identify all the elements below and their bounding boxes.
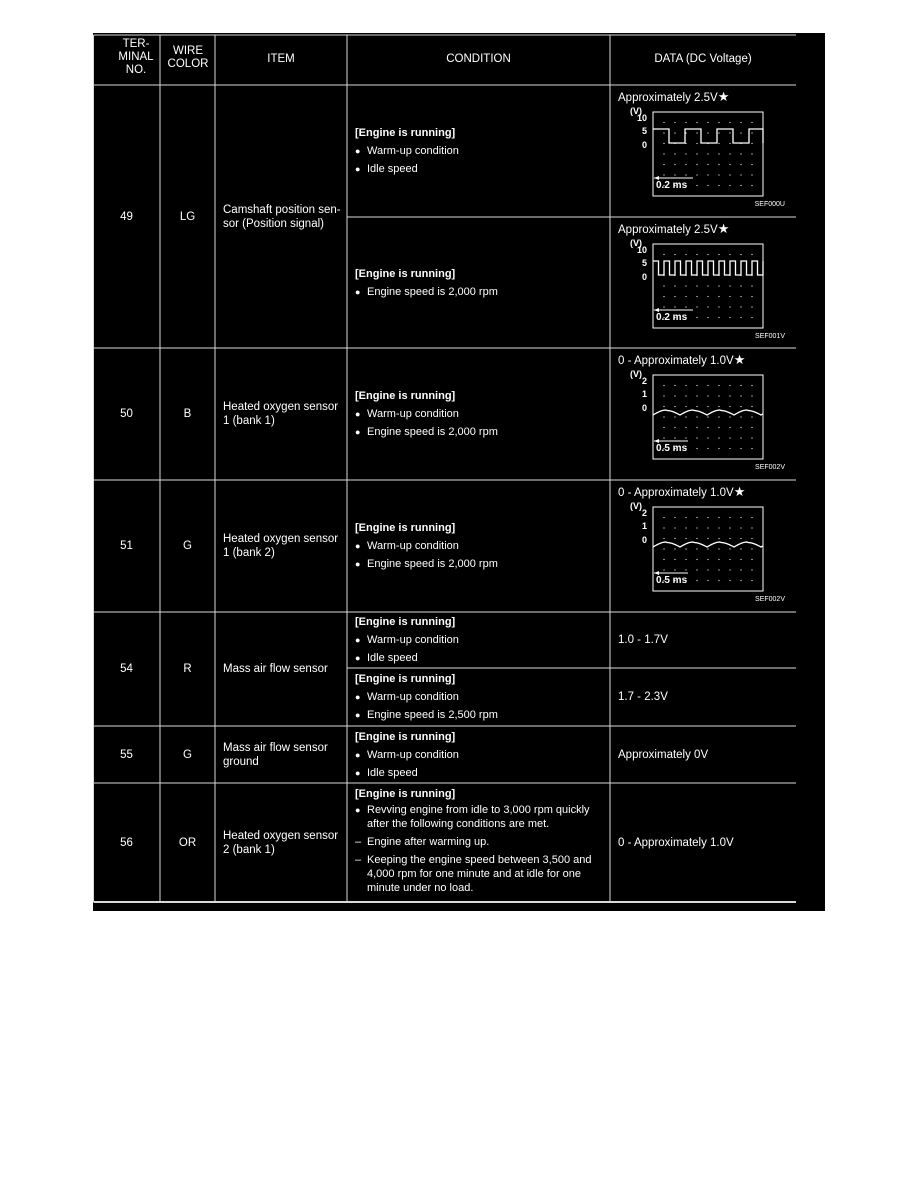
condition-item: ● Engine speed is 2,000 rpm: [355, 555, 613, 573]
header-condition: CONDITION: [446, 53, 511, 65]
condition-list: [355, 265, 613, 301]
item-description: Mass air flow sensor: [223, 663, 328, 675]
scope-y-tick: 5: [641, 258, 647, 268]
data-value: 1.7 - 2.3V: [618, 691, 668, 703]
condition-list: [355, 613, 613, 667]
terminal-number: 50: [120, 408, 133, 420]
scope-timebase: 0.5 ms: [656, 575, 688, 586]
scope-y-tick: 10: [636, 113, 647, 123]
wire-color: OR: [178, 836, 197, 849]
scope-timebase: 0.5 ms: [656, 443, 688, 454]
condition-item: ● Idle speed: [355, 764, 613, 782]
terminal-number: 55: [120, 748, 133, 761]
scope-graph: [618, 89, 793, 213]
wire-color: B: [183, 408, 192, 420]
condition-item: ● Warm-up condition: [355, 746, 613, 764]
header-item: ITEM: [267, 53, 295, 65]
scope-graph: [618, 352, 793, 476]
scope-trace: [653, 542, 763, 547]
data-value: Approximately 0V: [618, 748, 709, 761]
scope-unit-label: (V): [630, 238, 642, 248]
data-value: 1.0 - 1.7V: [618, 634, 668, 646]
condition-heading: [Engine is running]: [355, 788, 456, 800]
scope-graph: [618, 484, 793, 608]
condition-item: ● Warm-up condition: [355, 688, 613, 706]
oscilloscope-waveform: [618, 352, 793, 476]
scope-y-tick: 0: [641, 140, 647, 150]
item-description: Mass air flow sensor ground: [223, 741, 328, 768]
terminal-number: 51: [120, 540, 133, 552]
condition-item: ● Idle speed: [355, 649, 613, 667]
scope-trace: [653, 410, 763, 415]
terminal-number: 54: [120, 663, 133, 675]
scope-title: 0 - Approximately 1.0V★: [618, 484, 746, 499]
wire-color: LG: [179, 210, 196, 223]
condition-heading: [Engine is running]: [355, 522, 456, 534]
condition-item: ● Revving engine from idle to 3,000 rpm quickly after the following conditions are met.: [355, 803, 613, 831]
figure-code: SEF001V: [755, 333, 785, 340]
condition-heading: [Engine is running]: [355, 267, 456, 280]
scope-y-tick: 5: [641, 126, 647, 136]
terminal-data-table: [93, 33, 825, 911]
scope-y-tick: 0: [641, 403, 647, 413]
condition-list: [355, 519, 613, 573]
item-description: Heated oxygen sensor 1 (bank 1): [223, 401, 339, 427]
scope-y-tick: 0: [641, 272, 647, 282]
item-description: Heated oxygen sensor 1 (bank 2): [223, 533, 339, 559]
item-description: Camshaft position sen- sor (Position signal): [223, 203, 341, 230]
item-description: Heated oxygen sensor 2 (bank 1): [223, 829, 339, 856]
condition-list: [355, 387, 613, 441]
condition-heading: [Engine is running]: [355, 616, 456, 628]
scope-y-tick: 2: [641, 376, 647, 386]
scope-unit-label: (V): [630, 501, 642, 511]
header-terminal-no: TER- MINAL NO.: [118, 38, 154, 76]
scope-trace: [653, 261, 763, 275]
condition-item: ● Warm-up condition: [355, 405, 613, 423]
condition-item: – Keeping the engine speed between 3,500 and 4,000 rpm for one minute and at idle for one minute under no load.: [355, 853, 613, 895]
oscilloscope-waveform: [618, 89, 793, 213]
condition-heading: [Engine is running]: [355, 390, 456, 402]
wire-color: R: [183, 663, 192, 675]
oscilloscope-waveform: [618, 484, 793, 608]
condition-item: ● Engine speed is 2,500 rpm: [355, 706, 613, 724]
condition-item: ● Warm-up condition: [355, 142, 613, 160]
star-icon: ★: [733, 484, 746, 499]
figure-code: SEF000U: [754, 201, 785, 208]
condition-heading: [Engine is running]: [355, 127, 456, 139]
scope-y-tick: 0: [641, 535, 647, 545]
data-value: 0 - Approximately 1.0V: [618, 836, 734, 849]
condition-list: [355, 785, 613, 899]
condition-list: [355, 728, 613, 782]
wire-color: G: [183, 540, 192, 552]
scope-trace: [653, 129, 763, 143]
scope-timebase: 0.2 ms: [656, 312, 688, 323]
terminal-number: 56: [120, 836, 133, 849]
scope-title: 0 - Approximately 1.0V★: [618, 352, 746, 367]
condition-list: [355, 124, 613, 178]
terminal-number: 49: [120, 210, 133, 223]
condition-item: ● Warm-up condition: [355, 537, 613, 555]
condition-list: [355, 670, 613, 724]
wire-color: G: [183, 748, 192, 761]
scope-graph: [618, 221, 793, 345]
figure-code: SEF002V: [755, 596, 785, 603]
star-icon: ★: [717, 221, 730, 236]
scope-y-tick: 1: [641, 521, 647, 531]
scope-timebase: 0.2 ms: [656, 180, 688, 191]
condition-heading: [Engine is running]: [355, 673, 456, 685]
scope-title: Approximately 2.5V★: [618, 89, 730, 104]
star-icon: ★: [717, 89, 730, 104]
scope-unit-label: (V): [630, 369, 642, 379]
star-icon: ★: [733, 352, 746, 367]
condition-item: ● Engine speed is 2,000 rpm: [355, 283, 613, 301]
condition-item: ● Engine speed is 2,000 rpm: [355, 423, 613, 441]
header-wire-color: WIRE COLOR: [167, 45, 209, 70]
scope-y-tick: 10: [636, 245, 647, 255]
condition-item: ● Warm-up condition: [355, 631, 613, 649]
figure-code: SEF002V: [755, 464, 785, 471]
oscilloscope-waveform: [618, 221, 793, 345]
scope-y-tick: 2: [641, 508, 647, 518]
condition-heading: [Engine is running]: [355, 730, 456, 743]
scope-title: Approximately 2.5V★: [618, 221, 730, 236]
condition-item: ● Idle speed: [355, 160, 613, 178]
scope-unit-label: (V): [630, 106, 642, 116]
condition-item: – Engine after warming up.: [355, 835, 613, 849]
header-data: DATA (DC Voltage): [654, 53, 752, 65]
scope-y-tick: 1: [641, 389, 647, 399]
